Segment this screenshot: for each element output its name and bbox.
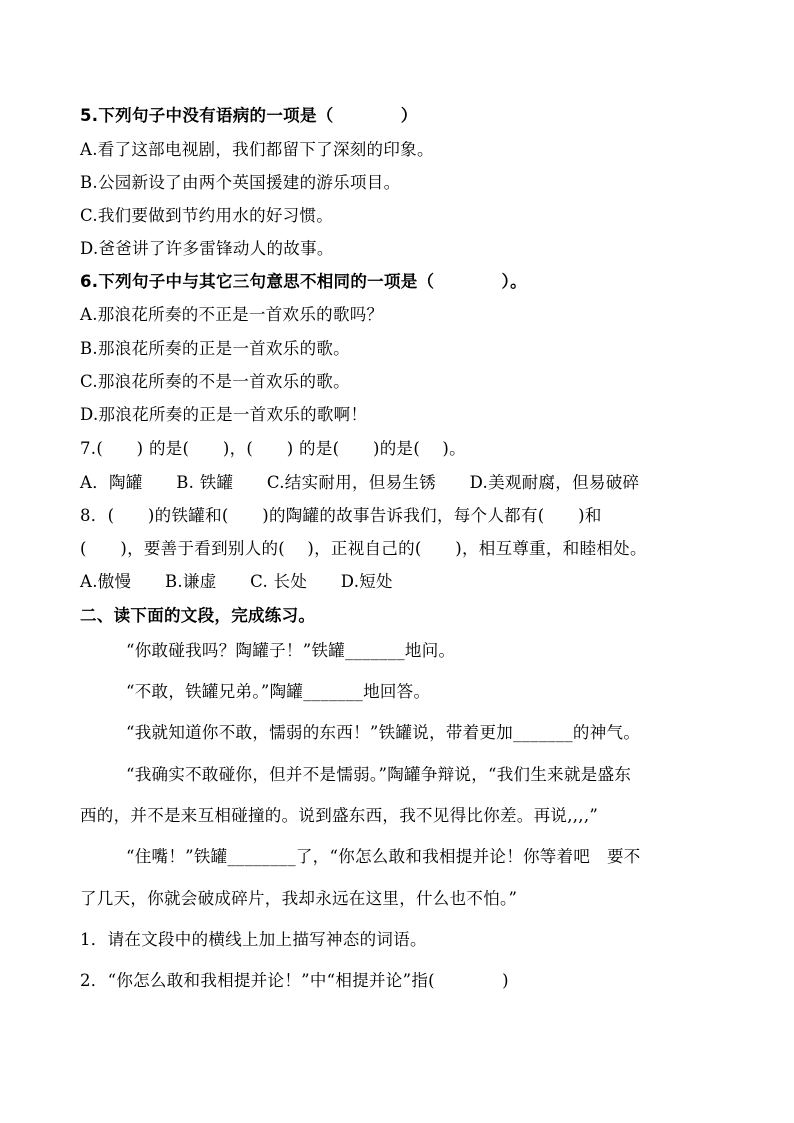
passage-paragraph-4-line-2: 西的，并不是来互相碰撞的。说到盛东西，我不见得比你差。再说,,,,” [80, 806, 599, 825]
question-6-option-b: B.那浪花所奏的正是一首欢乐的歌。 [80, 339, 350, 358]
question-5-option-a: A.看了这部电视剧，我们都留下了深刻的印象。 [80, 140, 434, 159]
question-7-options: A．陶罐 B. 铁罐 C.结实耐用，但易生锈 D.美观耐腐，但易破碎 [80, 473, 640, 492]
passage-paragraph-5-line-1: “住嘴！”铁罐________了，“你怎么敢和我相提并论！你等着吧 要不 [126, 847, 641, 866]
section-2-heading: 二、读下面的文段，完成练习。 [80, 606, 316, 625]
question-8-stem-line-2: ( )，要善于看到别人的( )，正视自己的( )，相互尊重，和睦相处。 [80, 539, 647, 558]
question-8-stem-line-1: 8．( )的铁罐和( )的陶罐的故事告诉我们，每个人都有( )和 [80, 506, 602, 525]
question-6-option-c: C.那浪花所奏的不是一首欢乐的歌。 [80, 372, 350, 391]
question-5-option-d: D.爸爸讲了许多雷锋动人的故事。 [80, 239, 334, 258]
passage-paragraph-5-line-2: 了几天，你就会破成碎片，我却永远在这里，什么也不怕。” [80, 889, 518, 908]
question-6-stem: 6.下列句子中与其它三句意思不相同的一项是（ ）。 [80, 272, 527, 291]
question-7-stem: 7.( ) 的是( )，( ) 的是( )的是( )。 [80, 439, 466, 458]
exercise-task-1: 1．请在文段中的横线上加上描写神态的词语。 [80, 930, 427, 949]
question-5-option-b: B.公园新设了由两个英国援建的游乐项目。 [80, 173, 401, 192]
question-5-stem: 5.下列句子中没有语病的一项是（ ） [80, 106, 418, 125]
question-5-option-c: C.我们要做到节约用水的好习惯。 [80, 206, 334, 225]
question-6-option-a: A.那浪花所奏的不正是一首欢乐的歌吗？ [80, 305, 384, 324]
passage-paragraph-1: “你敢碰我吗？陶罐子！”铁罐_______地问。 [126, 641, 456, 660]
question-6-option-d: D.那浪花所奏的正是一首欢乐的歌啊！ [80, 405, 368, 424]
passage-paragraph-3: “我就知道你不敢，懦弱的东西！”铁罐说，带着更加_______的神气。 [126, 723, 641, 742]
exercise-task-2: 2．“你怎么敢和我相提并论！”中“相提并论”指( ) [80, 971, 509, 990]
question-8-options: A.傲慢 B.谦虚 C. 长处 D.短处 [80, 572, 393, 591]
passage-paragraph-2: “不敢，铁罐兄弟。”陶罐_______地回答。 [126, 682, 431, 701]
passage-paragraph-4-line-1: “我确实不敢碰你，但并不是懦弱。”陶罐争辩说，“我们生来就是盛东 [126, 765, 632, 784]
